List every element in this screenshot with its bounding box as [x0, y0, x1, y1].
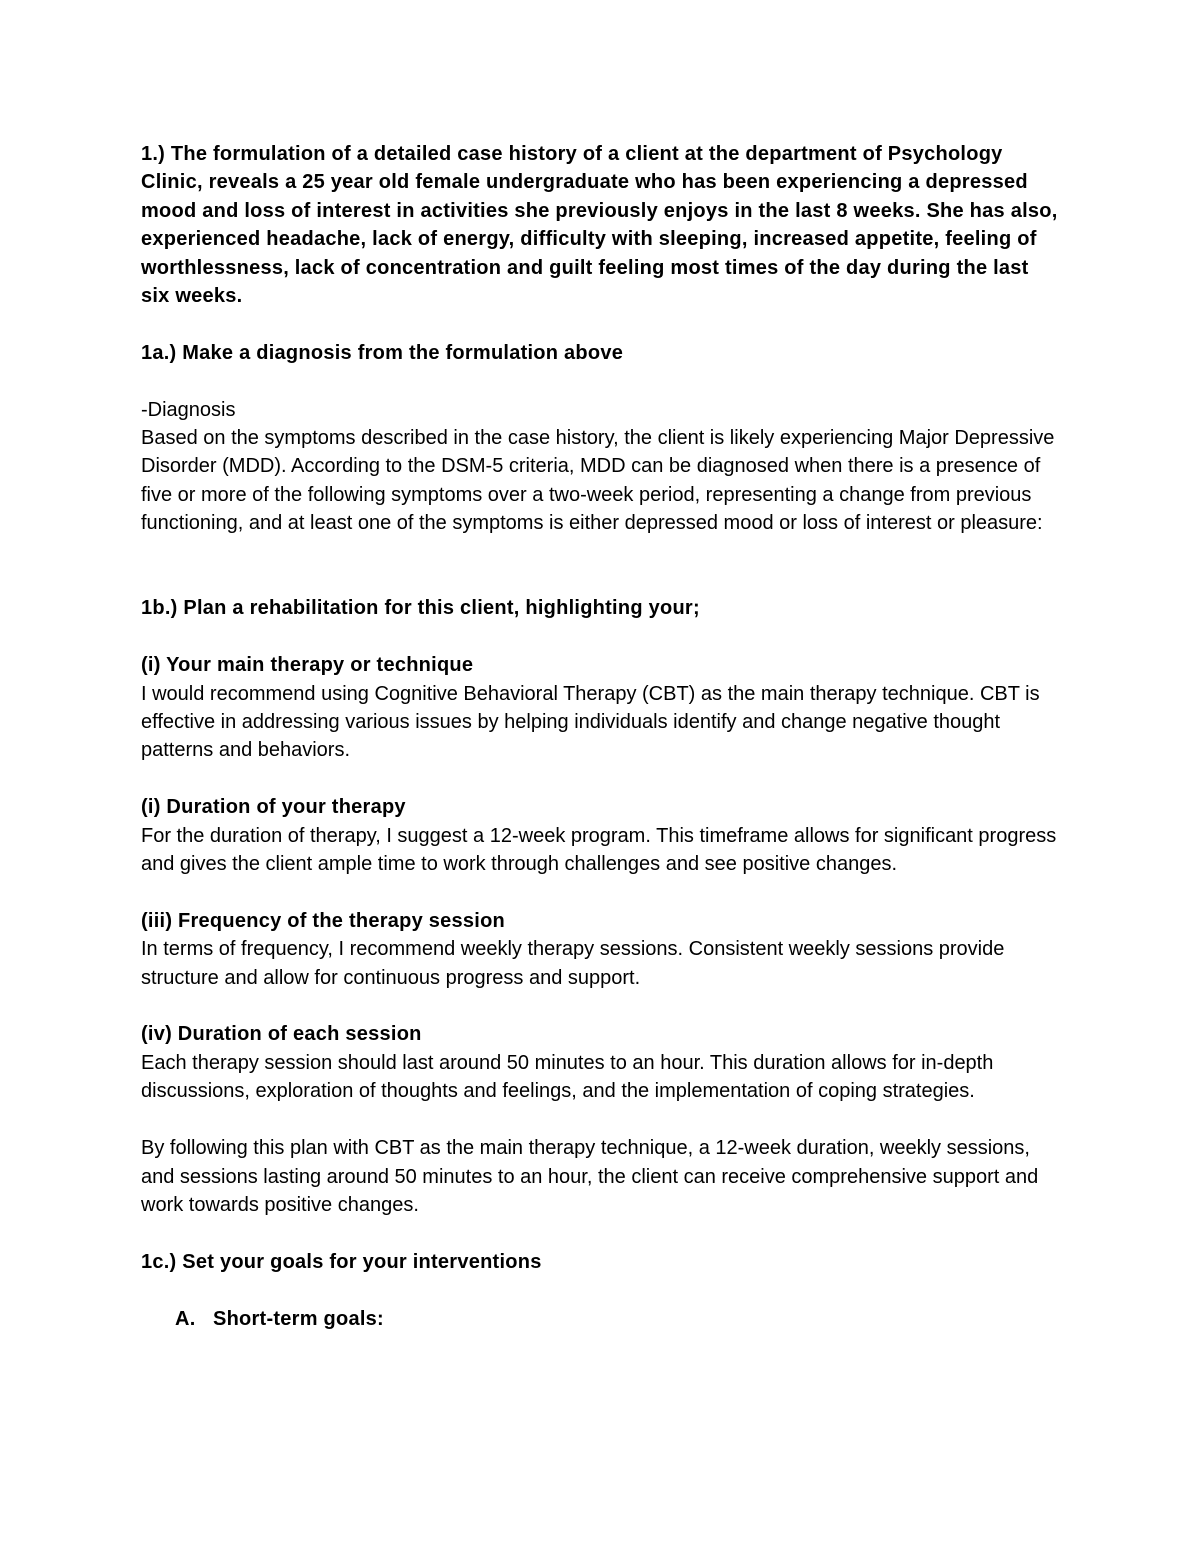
- question-1b-heading: 1b.) Plan a rehabilitation for this client, highlighting your;: [141, 597, 700, 620]
- diagnosis-label: -Diagnosis: [141, 398, 236, 421]
- section-session-duration-body: Each therapy session should last around 50 minutes to an hour. This duration allows for in-depth discussions, exploration of thoughts and feelings, and the implementation of coping strategies.: [141, 1051, 994, 1103]
- plan-summary: By following this plan with CBT as the main therapy technique, a 12-week duration, weekly sessions, and sessions lasting around 50 minutes to an hour, the client can receive comprehensive support and work towards positive changes.: [141, 1137, 1039, 1216]
- list-marker: A.: [175, 1307, 196, 1330]
- short-term-goals-item: [141, 1305, 1061, 1333]
- question-1a-heading: 1a.) Make a diagnosis from the formulation above: [141, 341, 624, 364]
- section-therapy-duration-body: For the duration of therapy, I suggest a 12-week program. This timeframe allows for significant progress and gives the client ample time to work through challenges and see positive changes.: [141, 824, 1057, 876]
- question-1c-heading: 1c.) Set your goals for your interventions: [141, 1250, 542, 1273]
- section-session-frequency-title: (iii) Frequency of the therapy session: [141, 909, 506, 932]
- diagnosis-body: Based on the symptoms described in the case history, the client is likely experiencing Major Depressive Disorder (MDD). According to the DSM-5 criteria, MDD can be diagnosed when there is a presence of five or more of the following symptoms over a two-week period, representing a change from previous functioning, and at least one of the symptoms is either depressed mood or loss of interest or pleasure:: [141, 427, 1055, 535]
- section-main-therapy-body: I would recommend using Cognitive Behavioral Therapy (CBT) as the main therapy technique. CBT is effective in addressing various issues by helping individuals identify and change negative thought patterns and behaviors.: [141, 682, 1040, 762]
- section-main-therapy-title: (i) Your main therapy or technique: [141, 654, 474, 677]
- section-session-duration-title: (iv) Duration of each session: [141, 1023, 422, 1046]
- section-therapy-duration-title: (i) Duration of your therapy: [141, 796, 406, 819]
- document-page: [141, 140, 1061, 1333]
- section-session-frequency-body: In terms of frequency, I recommend weekly therapy sessions. Consistent weekly sessions provide structure and allow for continuous progress and support.: [141, 938, 1005, 989]
- short-term-goals-label: Short-term goals:: [213, 1307, 384, 1330]
- question-1-text: 1.) The formulation of a detailed case history of a client at the department of Psychology Clinic, reveals a 25 year old female undergraduate who has been experiencing a depressed mood and loss of interest in activities she previously enjoys in the last 8 weeks. She has also, experienced headache, lack of energy, difficulty with sleeping, increased appetite, feeling of worthlessness, lack of concentration and guilt feeling most times of the day during the last six weeks.: [141, 143, 1058, 308]
